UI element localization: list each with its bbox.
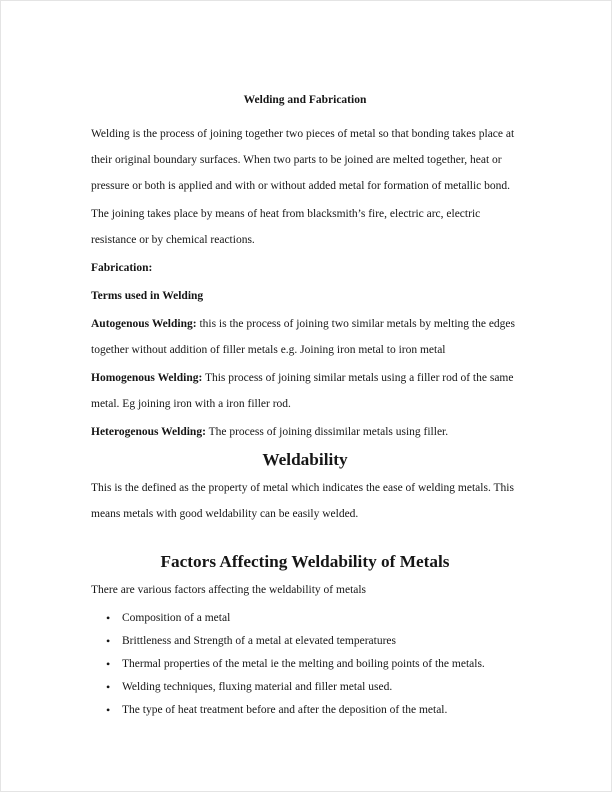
document-title: Welding and Fabrication (243, 94, 367, 106)
factors-list (91, 607, 519, 722)
paragraph-factors-intro: There are various factors affecting the weldability of metals (91, 584, 367, 596)
paragraph-autogenous-welding (91, 311, 519, 363)
paragraph-intro-2: The joining takes place by means of heat from blacksmith’s fire, electric arc, electric resistance or by chemical reactions. (91, 208, 481, 246)
list-item-welding-techniques: • Welding techniques, fluxing material and filler metal used. (122, 676, 519, 699)
term-label-homogenous: Homogenous Welding: (91, 372, 203, 384)
term-text-autogenous: this is the process of joining two similar metals by melting the edges together without addition of filler metals e.g. Joining iron metal to iron metal (91, 318, 516, 356)
paragraph-homogenous-welding (91, 365, 519, 417)
term-label-autogenous: Autogenous Welding: (91, 318, 197, 330)
list-item-composition: • Composition of a metal (122, 607, 519, 630)
term-text-heterogenous: The process of joining dissimilar metals using filler. (205, 426, 449, 438)
heading-factors-affecting-weldability: Factors Affecting Weldability of Metals (160, 552, 450, 571)
heading-fabrication: Fabrication: (91, 262, 153, 274)
paragraph-intro-1: Welding is the process of joining together two pieces of metal so that bonding takes place at their original boundary surfaces. When two parts to be joined are melted together, heat or pressure or both is applied and with or without added metal for formation of metallic bond. (91, 128, 515, 192)
list-item-brittleness-strength: • Brittleness and Strength of a metal at elevated temperatures (122, 630, 519, 653)
heading-weldability: Weldability (262, 450, 348, 469)
term-text-homogenous: This process of joining similar metals using a filler rod of the same metal. Eg joining iron with a iron filler rod. (91, 372, 514, 410)
paragraph-weldability: This is the defined as the property of metal which indicates the ease of welding metals. This means metals with good weldability can be easily welded. (91, 482, 514, 520)
paragraph-heterogenous-welding (91, 419, 519, 445)
heading-terms-used-in-welding: Terms used in Welding (91, 290, 204, 302)
list-item-thermal-properties: • Thermal properties of the metal ie the melting and boiling points of the metals. (122, 653, 519, 676)
list-item-heat-treatment: • The type of heat treatment before and after the deposition of the metal. (122, 699, 519, 722)
term-label-heterogenous: Heterogenous Welding: (91, 426, 206, 438)
